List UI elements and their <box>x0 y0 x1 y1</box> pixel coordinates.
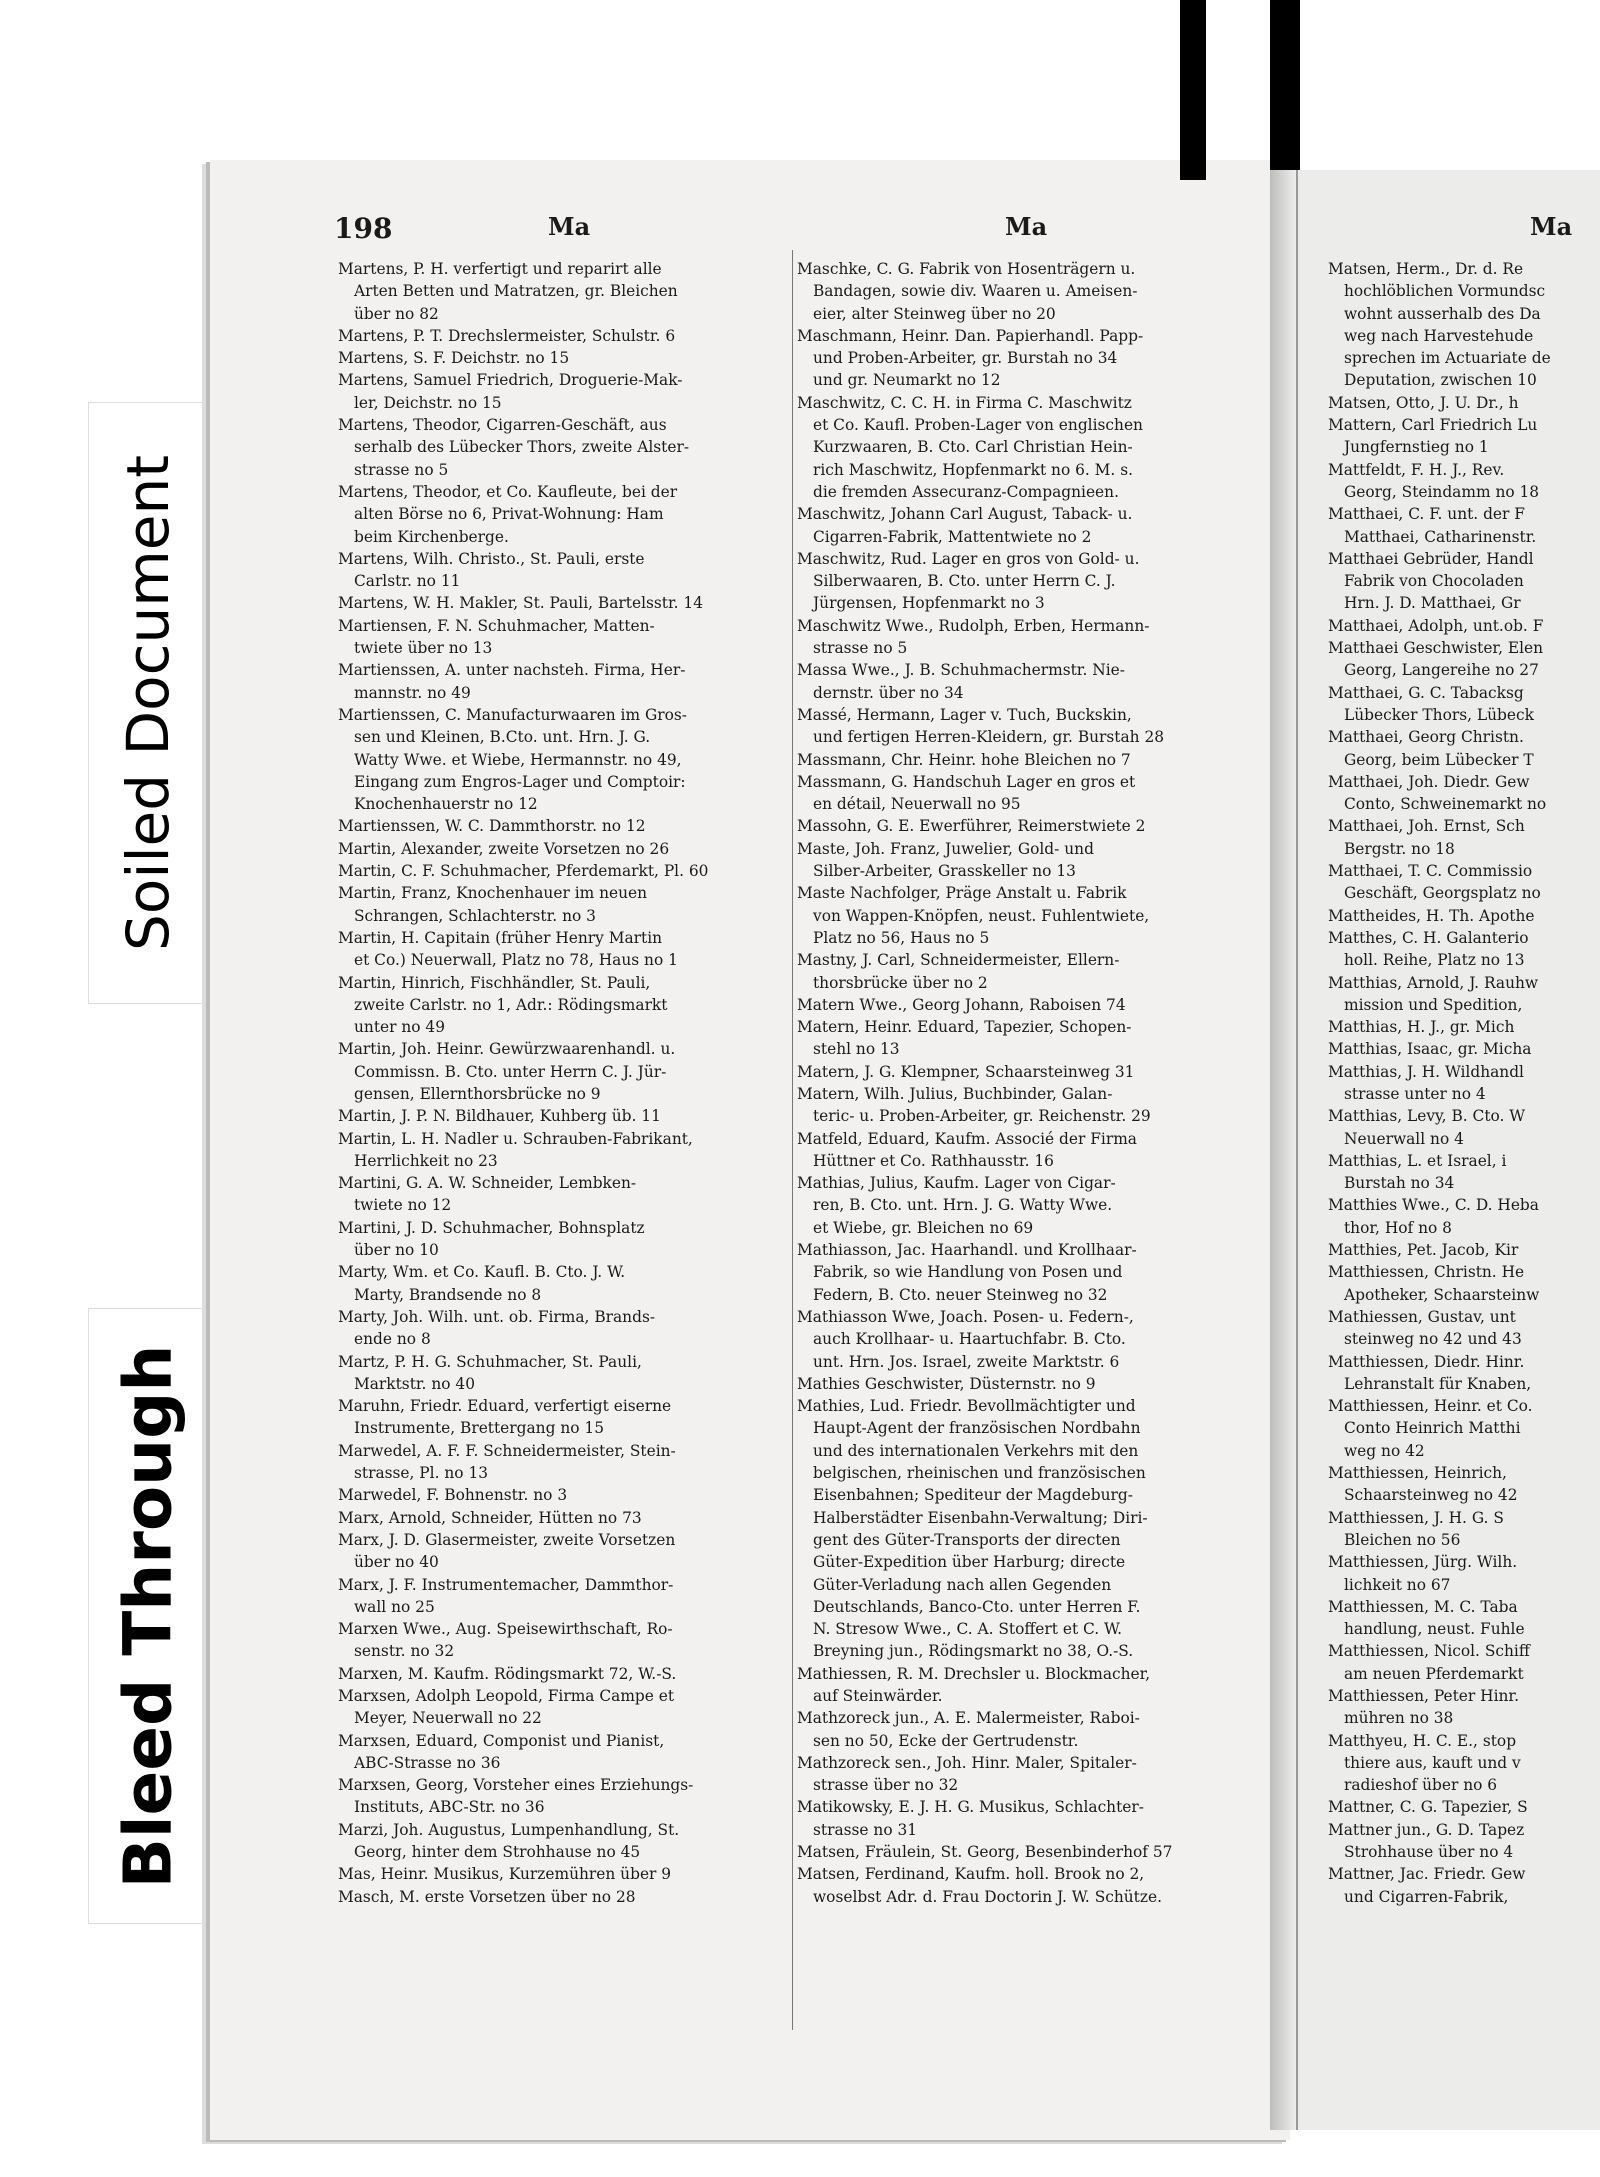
directory-entry-line: Marty, Brandsende no 8 <box>354 1285 542 1304</box>
directory-entry-line: Kurzwaaren, B. Cto. Carl Christian Hein- <box>813 438 1133 457</box>
directory-entry-line: wohnt ausserhalb des Da <box>1344 304 1541 323</box>
directory-entry-line: Martens, W. H. Makler, St. Pauli, Bartelsstr. 14 <box>338 594 704 613</box>
directory-entry-line: Maschwitz, C. C. H. in Firma C. Maschwitz <box>797 393 1132 412</box>
directory-entry-line: strasse, Pl. no 13 <box>354 1464 489 1483</box>
directory-entry-line: rich Maschwitz, Hopfenmarkt no 6. M. s. <box>813 460 1134 479</box>
directory-entry-line: alten Börse no 6, Privat-Wohnung: Ham <box>354 505 664 524</box>
directory-entry-line: Deutschlands, Banco-Cto. unter Herren F. <box>813 1597 1141 1616</box>
directory-entry-line: Neuerwall no 4 <box>1344 1129 1464 1148</box>
directory-entry-line: Marwedel, F. Bohnenstr. no 3 <box>338 1486 568 1505</box>
running-head-middle: Ma <box>1005 212 1048 241</box>
directory-entry-line: Matthiessen, Peter Hinr. <box>1328 1687 1519 1705</box>
directory-entry-line: Instituts, ABC-Str. no 36 <box>354 1798 545 1817</box>
directory-entry-line: Martens, Theodor, Cigarren-Geschäft, aus <box>338 416 667 435</box>
directory-entry-line: Mathzoreck sen., Joh. Hinr. Maler, Spitaler- <box>797 1753 1137 1772</box>
directory-entry-line: et Wiebe, gr. Bleichen no 69 <box>813 1218 1034 1237</box>
directory-entry-line: Mattner jun., G. D. Tapez <box>1328 1820 1525 1839</box>
directory-entry-line: Mattner, Jac. Friedr. Gew <box>1328 1865 1526 1884</box>
directory-entry-line: Martini, G. A. W. Schneider, Lembken- <box>338 1174 637 1193</box>
directory-entry-line: und Proben-Arbeiter, gr. Burstah no 34 <box>813 349 1118 368</box>
directory-entry-line: Bandagen, sowie div. Waaren u. Ameisen- <box>813 282 1138 301</box>
soiled-document-text: Soiled Document <box>114 455 183 951</box>
directory-entry-line: ende no 8 <box>354 1330 431 1349</box>
directory-entry-line: Mathias, Julius, Kaufm. Lager von Cigar- <box>797 1174 1116 1193</box>
entries-column-3 <box>1328 258 1600 1908</box>
directory-entry-line: Watty Wwe. et Wiebe, Hermannstr. no 49, <box>354 750 682 769</box>
directory-entry-line: Matthaei Gebrüder, Handl <box>1328 549 1534 568</box>
directory-entry-line: und fertigen Herren-Kleidern, gr. Burstah 28 <box>813 728 1165 747</box>
directory-entry-line: belgischen, rheinischen und französischen <box>813 1464 1146 1483</box>
directory-entry-line: Marty, Joh. Wilh. unt. ob. Firma, Brands- <box>338 1307 656 1326</box>
running-head-left: Ma <box>548 212 591 241</box>
directory-entry-line: Martini, J. D. Schuhmacher, Bohnsplatz <box>338 1218 645 1237</box>
directory-entry-line: Geschäft, Georgsplatz no <box>1344 884 1541 903</box>
directory-entry-line: Matthies Wwe., C. D. Heba <box>1328 1196 1539 1215</box>
directory-entry-line: Mas, Heinr. Musikus, Kurzemühren über 9 <box>338 1865 672 1884</box>
directory-entry-line: Marktstr. no 40 <box>354 1374 475 1393</box>
directory-entry-line: Schaarsteinweg no 42 <box>1344 1486 1518 1505</box>
directory-entry-line: Hrn. J. D. Matthaei, Gr <box>1344 594 1521 613</box>
directory-entry-line: et Co.) Neuerwall, Platz no 78, Haus no 1 <box>354 951 678 970</box>
directory-entry-line: lichkeit no 67 <box>1344 1575 1451 1594</box>
directory-entry-line: Eingang zum Engros-Lager und Comptoir: <box>354 772 686 791</box>
directory-entry-line: Mattheides, H. Th. Apothe <box>1328 906 1535 925</box>
directory-entry-line: strasse no 5 <box>813 639 908 658</box>
directory-entry-line: Marxsen, Georg, Vorsteher eines Erziehungs- <box>338 1776 694 1795</box>
directory-entry-line: Cigarren-Fabrik, Mattentwiete no 2 <box>813 527 1092 546</box>
directory-entry-line: hochlöblichen Vormundsc <box>1344 282 1546 301</box>
directory-entry-line: strasse no 31 <box>813 1820 918 1839</box>
directory-entry-line: Platz no 56, Haus no 5 <box>813 928 990 947</box>
directory-entry-line: Massa Wwe., J. B. Schuhmachermstr. Nie- <box>797 661 1125 680</box>
directory-entry-line: Matthiessen, M. C. Taba <box>1328 1597 1518 1616</box>
directory-entry-line: Marx, J. F. Instrumentemacher, Dammthor- <box>338 1575 674 1594</box>
directory-entry-line: Schrangen, Schlachterstr. no 3 <box>354 906 596 925</box>
directory-entry-line: ABC-Strasse no 36 <box>354 1753 501 1772</box>
directory-entry-line: Mathzoreck jun., A. E. Malermeister, Raboi- <box>797 1709 1140 1728</box>
directory-entry-line: Mathiasson, Jac. Haarhandl. und Krollhaar- <box>797 1241 1137 1260</box>
directory-entry-line: Georg, hinter dem Strohhause no 45 <box>354 1843 641 1862</box>
directory-entry-line: über no 40 <box>354 1553 439 1572</box>
directory-entry-line: Matthias, Arnold, J. Rauhw <box>1328 973 1539 992</box>
directory-entry-line: Marty, Wm. et Co. Kaufl. B. Cto. J. W. <box>338 1263 626 1282</box>
directory-entry-line: Matthaei, C. F. unt. der F <box>1328 505 1525 524</box>
directory-entry-line: Matsen, Herm., Dr. d. Re <box>1328 260 1524 278</box>
soiled-document-label <box>88 402 208 1004</box>
directory-entry-line: Maschke, C. G. Fabrik von Hosenträgern u. <box>797 260 1136 278</box>
directory-entry-line: Martienssen, C. Manufacturwaaren im Gros- <box>338 705 687 724</box>
directory-entry-line: strasse no 5 <box>354 460 449 479</box>
page-number: 198 <box>334 212 393 245</box>
directory-entry-line: mission und Spedition, <box>1344 995 1523 1014</box>
directory-entry-line: mühren no 38 <box>1344 1709 1454 1728</box>
directory-entry-line: Georg, Langereihe no 27 <box>1344 661 1539 680</box>
directory-entry-line: beim Kirchenberge. <box>354 527 509 546</box>
directory-entry-line: Fabrik von Chocoladen <box>1344 572 1524 591</box>
directory-entry-line: Meyer, Neuerwall no 22 <box>354 1709 542 1728</box>
directory-entry-line: Massmann, Chr. Heinr. hohe Bleichen no 7 <box>797 750 1131 769</box>
directory-entry-line: Eisenbahnen; Spediteur der Magdeburg- <box>813 1486 1133 1505</box>
directory-entry-line: Matthaei, T. C. Commissio <box>1328 862 1533 881</box>
directory-entry-line: Marxsen, Eduard, Componist und Pianist, <box>338 1731 665 1750</box>
directory-entry-line: Marx, Arnold, Schneider, Hütten no 73 <box>338 1508 642 1527</box>
directory-entry-line: Bleichen no 56 <box>1344 1530 1461 1549</box>
directory-entry-line: Matthaei, Joh. Diedr. Gew <box>1328 772 1530 791</box>
directory-entry-line: Martiensen, F. N. Schuhmacher, Matten- <box>338 616 655 635</box>
directory-entry-line: strasse über no 32 <box>813 1776 959 1795</box>
directory-entry-line: radieshof über no 6 <box>1344 1776 1498 1795</box>
directory-entry-line: Apotheker, Schaarsteinw <box>1344 1285 1540 1304</box>
directory-entry-line: twiete über no 13 <box>354 639 493 658</box>
directory-entry-line: Lübecker Thors, Lübeck <box>1344 705 1534 724</box>
directory-entry-line: Strohhause über no 4 <box>1344 1843 1514 1862</box>
directory-entry-line: Mathies, Lud. Friedr. Bevollmächtigter und <box>797 1397 1136 1416</box>
directory-entry-line: und des internationalen Verkehrs mit den <box>813 1441 1139 1460</box>
directory-entry-line: Mattfeldt, F. H. J., Rev. <box>1328 460 1505 479</box>
directory-entry-line: weg nach Harvestehude <box>1344 326 1534 345</box>
entries-column-2 <box>797 258 1249 1908</box>
directory-entry-line: Matthaei Geschwister, Elen <box>1328 639 1544 658</box>
directory-entry-line: und Cigarren-Fabrik, <box>1344 1887 1509 1906</box>
directory-entry-line: Matthaei, Georg Christn. <box>1328 728 1524 747</box>
directory-entry-line: Martens, Wilh. Christo., St. Pauli, erste <box>338 549 645 568</box>
directory-entry-line: Georg, beim Lübecker T <box>1344 750 1534 769</box>
directory-entry-line: über no 10 <box>354 1241 439 1260</box>
directory-entry-line: handlung, neust. Fuhle <box>1344 1620 1525 1639</box>
directory-entry-line: zweite Carlstr. no 1, Adr.: Rödingsmarkt <box>354 995 668 1014</box>
directory-entry-line: Massohn, G. E. Ewerführer, Reimerstwiete 2 <box>797 817 1146 836</box>
directory-entry-line: mannstr. no 49 <box>354 683 471 702</box>
directory-entry-line: Martin, Hinrich, Fischhändler, St. Pauli, <box>338 973 651 992</box>
directory-entry-line: Martens, Theodor, et Co. Kaufleute, bei der <box>338 482 678 501</box>
directory-entry-line: Güter-Verladung nach allen Gegenden <box>813 1575 1112 1594</box>
directory-entry-line: unter no 49 <box>354 1018 446 1037</box>
directory-entry-line: Lehranstalt für Knaben, <box>1344 1374 1532 1393</box>
directory-entry-line: Martienssen, W. C. Dammthorstr. no 12 <box>338 817 646 836</box>
directory-entry-line: Arten Betten und Matratzen, gr. Bleichen <box>354 282 678 301</box>
directory-entry-line: am neuen Pferdemarkt <box>1344 1664 1524 1683</box>
directory-entry-line: Silberwaaren, B. Cto. unter Herrn C. J. <box>813 572 1116 591</box>
directory-entry-line: Martin, L. H. Nadler u. Schrauben-Fabrikant, <box>338 1129 693 1148</box>
directory-entry-line: Mastny, J. Carl, Schneidermeister, Ellern- <box>797 951 1120 970</box>
directory-entry-line: Matern, Heinr. Eduard, Tapezier, Schopen- <box>797 1018 1132 1037</box>
directory-entry-line: N. Stresow Wwe., C. A. Stoffert et C. W. <box>813 1620 1123 1639</box>
directory-entry-line: Carlstr. no 11 <box>354 572 461 591</box>
directory-entry-line: Martz, P. H. G. Schuhmacher, St. Pauli, <box>338 1352 642 1371</box>
directory-entry-line: von Wappen-Knöpfen, neust. Fuhlentwiete, <box>813 906 1150 925</box>
directory-entry-line: Jürgensen, Hopfenmarkt no 3 <box>813 594 1045 613</box>
directory-entry-line: ler, Deichstr. no 15 <box>354 393 502 412</box>
directory-entry-line: Maste, Joh. Franz, Juwelier, Gold- und <box>797 839 1094 858</box>
directory-entry-line: serhalb des Lübecker Thors, zweite Alster- <box>354 438 690 457</box>
binding-strip-left <box>1180 0 1206 180</box>
directory-entry-line: Maschwitz, Rud. Lager en gros von Gold- u. <box>797 549 1140 568</box>
directory-entry-line: holl. Reihe, Platz no 13 <box>1344 951 1525 970</box>
directory-entry-line: Matthiessen, Heinrich, <box>1328 1464 1507 1483</box>
directory-entry-line: Matern Wwe., Georg Johann, Raboisen 74 <box>797 995 1126 1014</box>
directory-entry-line: Matern, J. G. Klempner, Schaarsteinweg 31 <box>797 1062 1135 1081</box>
directory-entry-line: Matern, Wilh. Julius, Buchbinder, Galan- <box>797 1084 1113 1103</box>
directory-entry-line: Jungfernstieg no 1 <box>1344 438 1489 457</box>
directory-entry-line: Georg, Steindamm no 18 <box>1344 482 1540 501</box>
directory-entry-line: Matthias, L. et Israel, i <box>1328 1151 1507 1170</box>
directory-entry-line: gensen, Ellernthorsbrücke no 9 <box>354 1084 601 1103</box>
directory-entry-line: ren, B. Cto. unt. Hrn. J. G. Watty Wwe. <box>813 1196 1113 1215</box>
directory-entry-line: Hüttner et Co. Rathhausstr. 16 <box>813 1151 1054 1170</box>
directory-entry-line: Matthaei, Adolph, unt.ob. F <box>1328 616 1544 635</box>
directory-entry-line: strasse unter no 4 <box>1344 1084 1486 1103</box>
directory-entry-line: Marxsen, Adolph Leopold, Firma Campe et <box>338 1687 675 1705</box>
directory-entry-line: Martens, Samuel Friedrich, Droguerie-Mak- <box>338 371 683 390</box>
directory-entry-line: dernstr. über no 34 <box>813 683 964 702</box>
directory-entry-line: Martens, P. H. verfertigt und reparirt alle <box>338 260 662 278</box>
directory-entry-line: Marwedel, A. F. F. Schneidermeister, Stein- <box>338 1441 676 1460</box>
directory-entry-line: Herrlichkeit no 23 <box>354 1151 498 1170</box>
bleed-through-text: Bleed Through <box>109 1344 187 1888</box>
book-gutter <box>1270 170 1296 2130</box>
directory-entry-line: Martin, H. Capitain (früher Henry Martin <box>338 928 663 947</box>
binding-strip-right <box>1270 0 1300 170</box>
directory-entry-line: Matthes, C. H. Galanterio <box>1328 928 1529 947</box>
directory-entry-line: Matthiessen, Nicol. Schiff <box>1328 1642 1530 1661</box>
directory-entry-line: Matthias, J. H. Wildhandl <box>1328 1062 1524 1081</box>
directory-entry-line: unt. Hrn. Jos. Israel, zweite Marktstr. 6 <box>813 1352 1120 1371</box>
directory-entry-line: Matthaei, G. C. Tabacksg <box>1328 683 1524 702</box>
directory-entry-line: Matikowsky, E. J. H. G. Musikus, Schlachter- <box>797 1798 1144 1817</box>
running-head-right: Ma <box>1530 212 1573 241</box>
directory-entry-line: Fabrik, so wie Handlung von Posen und <box>813 1263 1123 1282</box>
directory-entry-line: Halberstädter Eisenbahn-Verwaltung; Diri- <box>813 1508 1148 1527</box>
directory-entry-line: Martens, S. F. Deichstr. no 15 <box>338 349 570 368</box>
directory-entry-line: über no 82 <box>354 304 439 323</box>
directory-entry-line: weg no 42 <box>1344 1441 1425 1460</box>
directory-entry-line: Marxen Wwe., Aug. Speisewirthschaft, Ro- <box>338 1620 673 1639</box>
directory-entry-line: Matsen, Otto, J. U. Dr., h <box>1328 393 1519 412</box>
directory-entry-line: Martienssen, A. unter nachsteh. Firma, Her- <box>338 661 686 680</box>
directory-entry-line: Martin, C. F. Schuhmacher, Pferdemarkt, Pl. 60 <box>338 862 709 881</box>
directory-entry-line: sen und Kleinen, B.Cto. unt. Hrn. J. G. <box>354 728 651 747</box>
directory-entry-line: twiete no 12 <box>354 1196 452 1215</box>
directory-entry-line: Maschwitz, Johann Carl August, Taback- u. <box>797 505 1133 524</box>
directory-entry-line: et Co. Kaufl. Proben-Lager von englischen <box>813 416 1143 435</box>
directory-entry-line: sen no 50, Ecke der Gertrudenstr. <box>813 1731 1079 1750</box>
directory-entry-line: Maste Nachfolger, Präge Anstalt u. Fabrik <box>797 884 1127 903</box>
directory-entry-line: Mathiasson Wwe, Joach. Posen- u. Federn-, <box>797 1307 1134 1326</box>
directory-entry-line: wall no 25 <box>354 1597 435 1616</box>
directory-entry-line: eier, alter Steinweg über no 20 <box>813 304 1056 323</box>
directory-entry-line: Matthiessen, Jürg. Wilh. <box>1328 1553 1518 1572</box>
directory-entry-line: Martin, Joh. Heinr. Gewürzwaarenhandl. u. <box>338 1040 676 1059</box>
directory-entry-line: Haupt-Agent der französischen Nordbahn <box>813 1419 1141 1438</box>
directory-entry-line: Silber-Arbeiter, Grasskeller no 13 <box>813 862 1076 881</box>
bleed-through-label <box>88 1308 208 1924</box>
directory-entry-line: Matthiessen, Christn. He <box>1328 1263 1525 1282</box>
directory-entry-line: stehl no 13 <box>813 1040 900 1059</box>
directory-entry-line: Martens, P. T. Drechslermeister, Schulstr. 6 <box>338 326 676 345</box>
directory-entry-line: Breyning jun., Rödingsmarkt no 38, O.-S. <box>813 1642 1134 1661</box>
directory-entry-line: Conto Heinrich Matthi <box>1344 1419 1521 1438</box>
directory-entry-line: teric- u. Proben-Arbeiter, gr. Reichenstr. 29 <box>813 1107 1151 1126</box>
directory-entry-line: Bergstr. no 18 <box>1344 839 1455 858</box>
directory-entry-line: Güter-Expedition über Harburg; directe <box>813 1553 1126 1572</box>
directory-entry-line: Matthiessen, J. H. G. S <box>1328 1508 1504 1527</box>
directory-entry-line: Instrumente, Brettergang no 15 <box>354 1419 604 1438</box>
directory-entry-line: steinweg no 42 und 43 <box>1344 1330 1522 1349</box>
directory-entry-line: Matthias, Isaac, gr. Micha <box>1328 1040 1532 1059</box>
directory-entry-line: auf Steinwärder. <box>813 1687 943 1705</box>
directory-entry-line: Maruhn, Friedr. Eduard, verfertigt eiserne <box>338 1397 672 1416</box>
directory-entry-line: Massmann, G. Handschuh Lager en gros et <box>797 772 1136 791</box>
directory-entry-line: Masch, M. erste Vorsetzen über no 28 <box>338 1887 636 1906</box>
directory-entry-line: Marzi, Joh. Augustus, Lumpenhandlung, St. <box>338 1820 680 1839</box>
directory-entry-line: thorsbrücke über no 2 <box>813 973 988 992</box>
directory-entry-line: gent des Güter-Transports der directen <box>813 1530 1121 1549</box>
directory-entry-line: Massé, Hermann, Lager v. Tuch, Buckskin, <box>797 705 1132 724</box>
directory-entry-line: Martin, Alexander, zweite Vorsetzen no 26 <box>338 839 670 858</box>
directory-entry-line: sprechen im Actuariate de <box>1344 349 1551 368</box>
directory-entry-line: Burstah no 34 <box>1344 1174 1455 1193</box>
entries-column-1 <box>338 258 790 1908</box>
directory-entry-line: Matfeld, Eduard, Kaufm. Associé der Firma <box>797 1129 1137 1148</box>
directory-entry-line: thor, Hof no 8 <box>1344 1218 1452 1237</box>
directory-entry-line: Matsen, Fräulein, St. Georg, Besenbinderhof 57 <box>797 1843 1173 1862</box>
directory-entry-line: Marxen, M. Kaufm. Rödingsmarkt 72, W.-S. <box>338 1664 677 1683</box>
directory-entry-line: Matthaei, Joh. Ernst, Sch <box>1328 817 1525 836</box>
directory-entry-line: thiere aus, kauft und v <box>1344 1753 1521 1772</box>
directory-entry-line: Maschmann, Heinr. Dan. Papierhandl. Papp- <box>797 326 1144 345</box>
directory-entry-line: Commissn. B. Cto. unter Herrn C. J. Jür- <box>354 1062 667 1081</box>
directory-entry-line: Martin, J. P. N. Bildhauer, Kuhberg üb. 11 <box>338 1107 661 1126</box>
directory-entry-line: senstr. no 32 <box>354 1642 455 1661</box>
directory-entry-line: Federn, B. Cto. neuer Steinweg no 32 <box>813 1285 1108 1304</box>
directory-entry-line: Conto, Schweinemarkt no <box>1344 795 1547 814</box>
directory-entry-line: Matthias, H. J., gr. Mich <box>1328 1018 1515 1037</box>
directory-entry-line: Deputation, zwischen 10 <box>1344 371 1537 390</box>
directory-entry-line: Matthiessen, Heinr. et Co. <box>1328 1397 1533 1416</box>
directory-entry-line: auch Krollhaar- u. Haartuchfabr. B. Cto. <box>813 1330 1126 1349</box>
directory-entry-line: Martin, Franz, Knochenhauer im neuen <box>338 884 648 903</box>
directory-entry-line: und gr. Neumarkt no 12 <box>813 371 1001 390</box>
directory-entry-line: Mattern, Carl Friedrich Lu <box>1328 416 1538 435</box>
directory-entry-line: en détail, Neuerwall no 95 <box>813 795 1021 814</box>
directory-entry-line: Mathies Geschwister, Düsternstr. no 9 <box>797 1374 1096 1393</box>
directory-entry-line: Mathiessen, R. M. Drechsler u. Blockmacher, <box>797 1664 1151 1683</box>
directory-entry-line: Matthies, Pet. Jacob, Kir <box>1328 1241 1519 1260</box>
directory-entry-line: Mathiessen, Gustav, unt <box>1328 1307 1516 1326</box>
directory-entry-line: Mattner, C. G. Tapezier, S <box>1328 1798 1528 1817</box>
directory-entry-line: Matthyeu, H. C. E., stop <box>1328 1731 1517 1750</box>
directory-entry-line: die fremden Assecuranz-Compagnieen. <box>813 482 1119 501</box>
directory-entry-line: Maschwitz Wwe., Rudolph, Erben, Hermann- <box>797 616 1150 635</box>
directory-entry-line: Matsen, Ferdinand, Kaufm. holl. Brook no 2, <box>797 1865 1145 1884</box>
directory-entry-line: Matthias, Levy, B. Cto. W <box>1328 1107 1526 1126</box>
directory-entry-line: Matthaei, Catharinenstr. <box>1344 527 1537 546</box>
directory-entry-line: Matthiessen, Diedr. Hinr. <box>1328 1352 1525 1371</box>
directory-entry-line: Marx, J. D. Glasermeister, zweite Vorsetzen <box>338 1530 676 1549</box>
column-divider <box>792 250 793 2030</box>
directory-entry-line: Knochenhauerstr no 12 <box>354 795 538 814</box>
directory-entry-line: woselbst Adr. d. Frau Doctorin J. W. Schütze. <box>813 1887 1162 1906</box>
